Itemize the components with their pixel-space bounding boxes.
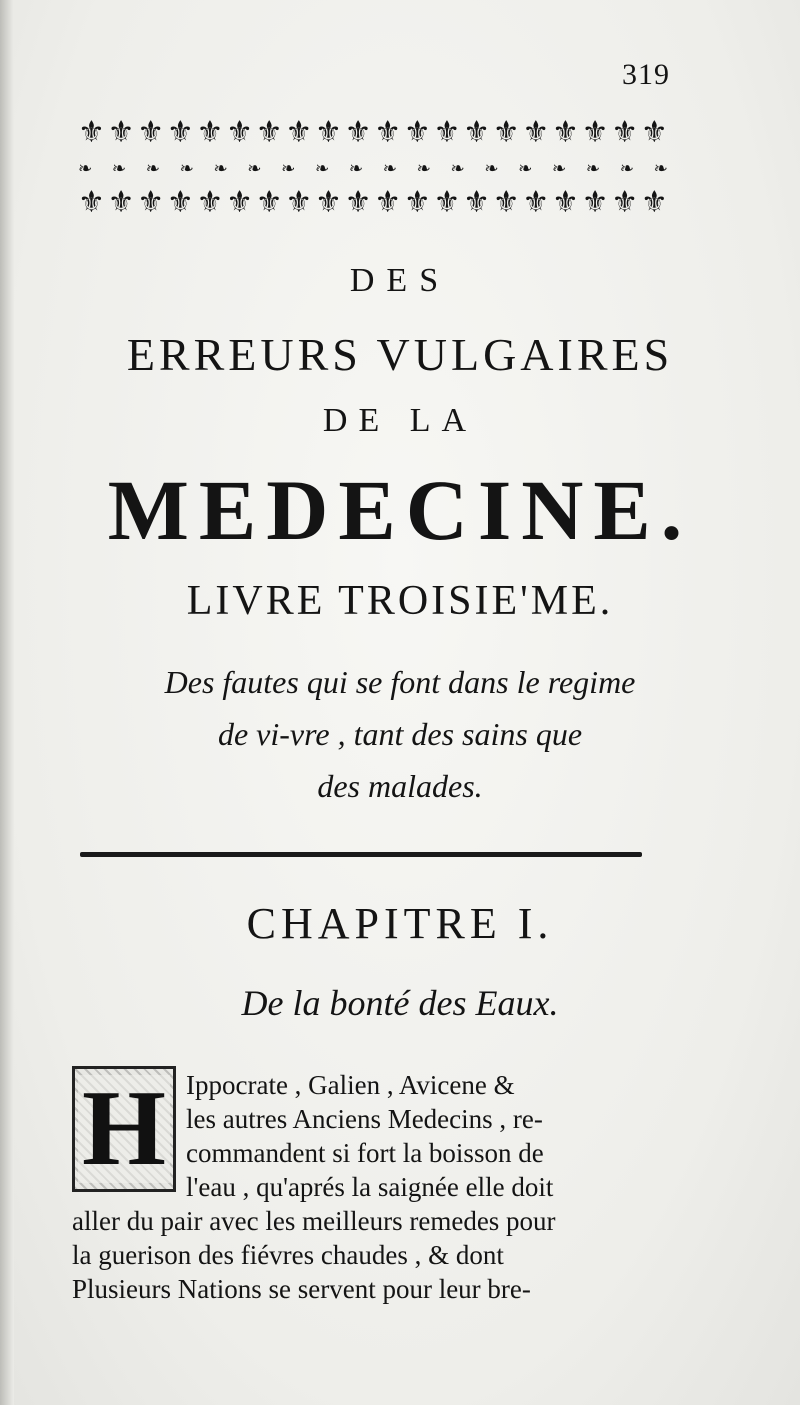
body-line: Plusieurs Nations se servent pour leur bre- — [72, 1274, 531, 1304]
subtitle-line: de vi-vre , tant des sains que — [217, 716, 583, 752]
ornament-glyph-icon: ⚜ — [433, 186, 461, 219]
ornament-glyph-icon: ❧ — [552, 159, 567, 178]
ornament-glyph-icon: ❧ — [78, 159, 93, 178]
ornament-glyph-icon: ⚜ — [522, 186, 550, 219]
ornament-glyph-icon: ⚜ — [285, 116, 313, 149]
ornament-glyph-icon: ⚜ — [107, 186, 135, 219]
ornament-glyph-icon: ⚜ — [226, 186, 254, 219]
ornament-glyph-icon: ❧ — [281, 159, 296, 178]
title-line-des: DES — [349, 262, 451, 299]
ornament-glyph-icon: ⚜ — [581, 186, 609, 219]
ornament-glyph-icon: ⚜ — [403, 116, 431, 149]
drop-cap-letter: H — [78, 1075, 170, 1183]
ornament-glyph-icon: ⚜ — [137, 116, 165, 149]
ornament-glyph-icon: ❧ — [518, 159, 533, 178]
ornament-glyph-icon: ❧ — [484, 159, 499, 178]
ornament-glyph-icon: ❧ — [585, 159, 601, 178]
ornament-glyph-icon: ❧ — [619, 159, 634, 178]
ornament-glyph-icon: ⚜ — [285, 186, 313, 219]
fleur-de-lis-ornament-bottom — [78, 188, 668, 218]
ornament-glyph-icon: ⚜ — [315, 116, 342, 149]
ornament-glyph-icon: ⚜ — [552, 186, 579, 219]
ornament-glyph-icon: ⚜ — [463, 186, 491, 219]
ornament-glyph-icon: ⚜ — [640, 116, 668, 149]
body-line: la guerison des fiévres chaudes , & dont — [72, 1240, 504, 1270]
ornament-glyph-icon: ⚜ — [344, 186, 372, 219]
page-number: 319 — [622, 58, 670, 91]
subtitle-line: des malades. — [317, 768, 483, 804]
ornament-glyph-icon: ⚜ — [403, 186, 431, 219]
ornament-glyph-icon: ❧ — [145, 159, 160, 178]
body-line: l'eau , qu'aprés la saignée elle doit — [186, 1172, 554, 1202]
ornament-glyph-icon: ❧ — [348, 159, 364, 178]
ornament-glyph-icon: ⚜ — [78, 186, 105, 219]
body-line: aller du pair avec les meilleurs remedes pour — [72, 1206, 556, 1236]
scroll-ornament-middle — [78, 160, 668, 177]
ornament-glyph-icon: ⚜ — [611, 186, 639, 219]
ornament-glyph-icon: ⚜ — [255, 116, 283, 149]
ornament-glyph-icon: ⚜ — [463, 116, 491, 149]
ornament-glyph-icon: ⚜ — [640, 186, 668, 219]
book-heading: LIVRE TROISIE'ME. — [186, 578, 614, 624]
chapter-title: De la bonté des Eaux. — [241, 983, 559, 1023]
ornament-glyph-icon: ⚜ — [137, 186, 165, 219]
ornament-glyph-icon: ❧ — [653, 159, 668, 178]
body-line: commandent si fort la boisson de — [186, 1138, 544, 1168]
ornament-glyph-icon: ❧ — [111, 159, 127, 178]
ornament-glyph-icon: ❧ — [179, 159, 194, 178]
chapter-heading: CHAPITRE I. — [246, 899, 554, 948]
ornament-glyph-icon: ⚜ — [226, 116, 254, 149]
ornament-glyph-icon: ⚜ — [522, 116, 550, 149]
body-paragraph — [72, 1068, 664, 1306]
ornament-glyph-icon: ⚜ — [611, 116, 639, 149]
ornament-glyph-icon: ❧ — [315, 159, 330, 178]
body-line: les autres Anciens Medecins , re- — [186, 1104, 543, 1134]
ornament-glyph-icon: ❧ — [382, 159, 397, 178]
ornament-glyph-icon: ⚜ — [315, 186, 342, 219]
ornament-glyph-icon: ⚜ — [492, 186, 520, 219]
ornament-glyph-icon: ⚜ — [166, 186, 194, 219]
ornament-glyph-icon: ⚜ — [196, 186, 224, 219]
ornament-glyph-icon: ⚜ — [255, 186, 283, 219]
ornament-glyph-icon: ⚜ — [552, 116, 579, 149]
title-line-de-la: DE LA — [322, 402, 478, 439]
ornament-glyph-icon: ⚜ — [374, 186, 402, 219]
ornament-glyph-icon: ❧ — [247, 159, 262, 178]
ornament-glyph-icon: ⚜ — [492, 116, 520, 149]
title-line-erreurs-vulgaires: ERREURS VULGAIRES — [126, 329, 674, 380]
title-line-medecine: MEDECINE. — [107, 462, 693, 558]
ornament-glyph-icon: ⚜ — [107, 116, 135, 149]
ornament-glyph-icon: ⚜ — [166, 116, 194, 149]
ornament-glyph-icon: ⚜ — [374, 116, 402, 149]
ornament-glyph-icon: ❧ — [213, 159, 228, 178]
ornament-glyph-icon: ⚜ — [581, 116, 609, 149]
ornament-glyph-icon: ⚜ — [344, 116, 372, 149]
ornament-glyph-icon: ⚜ — [433, 116, 461, 149]
horizontal-rule — [80, 852, 642, 857]
ornament-glyph-icon: ❧ — [450, 159, 465, 178]
ornament-glyph-icon: ⚜ — [196, 116, 224, 149]
fleur-de-lis-ornament-top — [78, 118, 668, 148]
body-line: Ippocrate , Galien , Avicene & — [186, 1070, 515, 1100]
subtitle-line: Des fautes qui se font dans le regime — [164, 664, 636, 700]
ornament-glyph-icon: ⚜ — [78, 116, 105, 149]
book-subtitle — [0, 656, 800, 812]
ornament-glyph-icon: ❧ — [416, 159, 431, 178]
